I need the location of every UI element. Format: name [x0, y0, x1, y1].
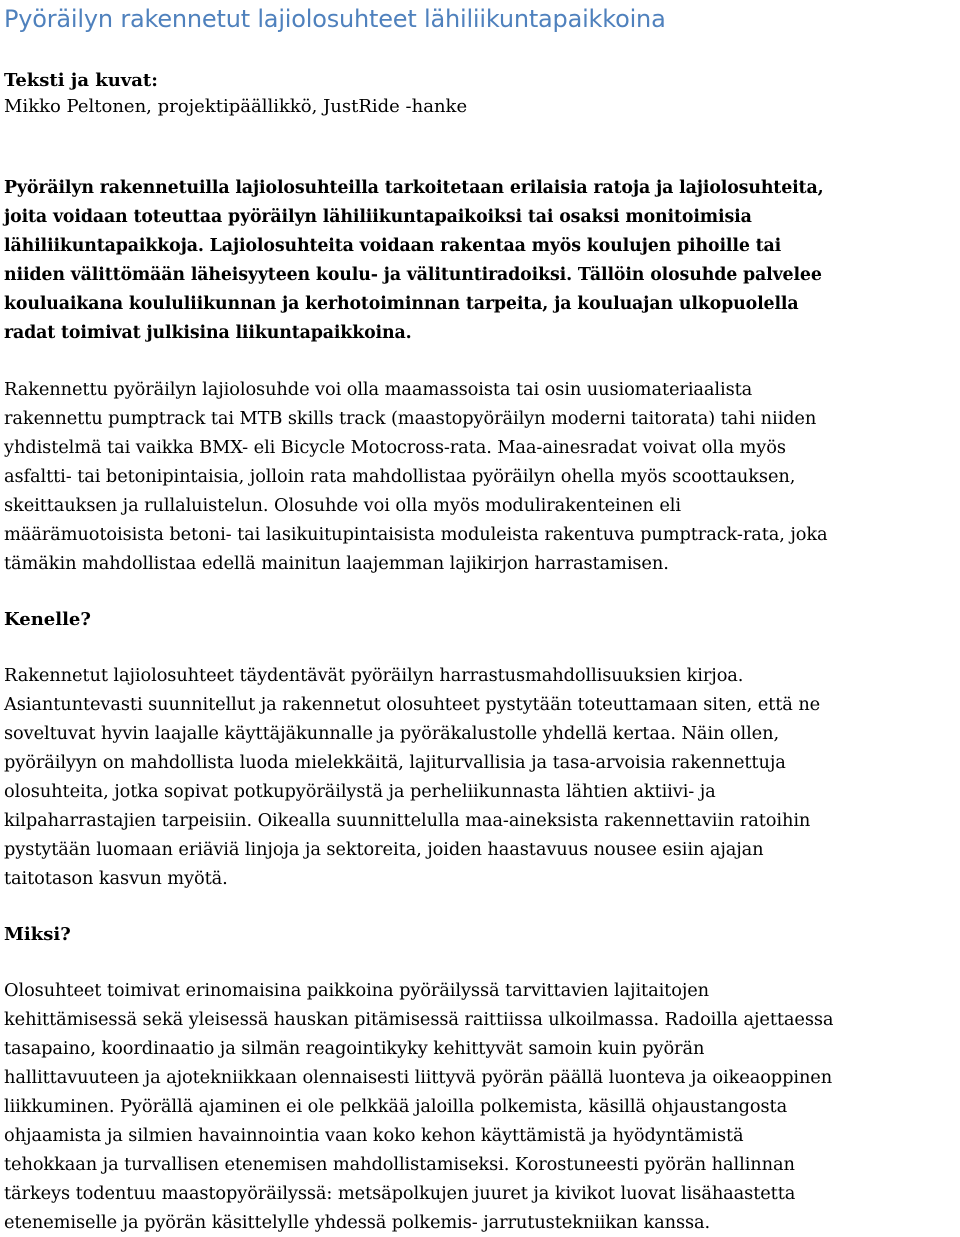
section-heading-miksi: Miksi? [4, 924, 71, 945]
section-heading-kenelle: Kenelle? [4, 609, 91, 630]
section-paragraph-miksi: Olosuhteet toimivat erinomaisina paikkoina pyöräilyssä tarvittavien lajitaitojen kehittämisessä sekä yleisessä hauskan pitämisessä raittiissa ulkoilmassa. Radoilla ajettaessa tasapaino, koordinaatio ja silmän reagointikyky kehittyvät samoin kuin pyörän hallittavuuteen ja ajotekniikkaan olennaisesti liittyvä pyörän päällä luonteva ja oikeaoppinen liikkuminen. Pyörällä ajaminen ei ole pelkkää jaloilla polkemista, käsillä ohjaustangosta ohjaamista ja silmien havainnointia vaan koko kehon käyttämistä ja hyödyntämistä tehokkaan ja turvallisen etenemisen mahdollistamiseksi. Korostuneesti pyörän hallinnan tärkeys todentuu maastopyöräilyssä: metsäpolkujen juuret ja kivikot luovat lisähaastetta etenemiselle ja pyörän käsittelylle yhdessä polkemis- jarrutustekniikan kanssa. [4, 980, 834, 1233]
section-paragraph-kenelle: Rakennetut lajiolosuhteet täydentävät pyöräilyn harrastusmahdollisuuksien kirjoa. Asiantuntevasti suunnitellut ja rakennetut olosuhteet pystytään toteuttamaan siten, että ne soveltuvat hyvin laajalle käyttäjäkunnalle ja pyöräkalustolle yhdellä kertaa. Näin ollen, pyöräilyyn on mahdollista luoda mielekkäitä, lajiturvallisia ja tasa-arvoisia rakennettuja olosuhteita, jotka sopivat potkupyöräilystä ja perheliikunnasta lähtien aktiivi- ja kilpaharrastajien tarpeisiin. Oikealla suunnittelulla maa-aineksista rakennettaviin ratoihin pystytään luomaan eriäviä linjoja ja sektoreita, joiden haastavuus nousee esiin ajajan taitotason kasvun myötä. [4, 665, 821, 889]
body-paragraph-1: Rakennettu pyöräilyn lajiolosuhde voi olla maamassoista tai osin uusiomateriaalista rakennettu pumptrack tai MTB skills track (maastopyöräilyn moderni taitorata) tahi niiden yhdistelmä tai vaikka BMX- eli Bicycle Motocross-rata. Maa-ainesradat voivat olla myös asfaltti- tai betonipintaisia, jolloin rata mahdollistaa pyöräilyn ohella myös scoottauksen, skeittauksen ja rullaluistelun. Olosuhde voi olla myös modulirakenteinen eli määrämuotoisista betoni- tai lasikuitupintaisista moduleista rakentuva pumptrack-rata, joka tämäkin mahdollistaa edellä mainitun laajemman lajikirjon harrastamisen. [4, 379, 828, 574]
document-title: Pyöräilyn rakennetut lajiolosuhteet lähiliikuntapaikkoina [4, 5, 666, 33]
byline-author: Mikko Peltonen, projektipäällikkö, JustRide -hanke [4, 96, 468, 117]
byline-label: Teksti ja kuvat: [4, 70, 158, 91]
intro-paragraph: Pyöräilyn rakennetuilla lajiolosuhteilla tarkoitetaan erilaisia ratoja ja lajiolosuhteita, joita voidaan toteuttaa pyöräilyn lähiliikuntapaikoiksi tai osaksi monitoimisia lähiliikuntapaikkoja. Lajiolosuhteita voidaan rakentaa myös koulujen pihoille tai niiden välittömään läheisyyteen koulu- ja välituntiradoiksi. Tällöin olosuhde palvelee kouluaikana koululiikunnan ja kerhotoiminnan tarpeita, ja kouluajan ulkopuolella radat toimivat julkisina liikuntapaikkoina. [4, 178, 824, 343]
